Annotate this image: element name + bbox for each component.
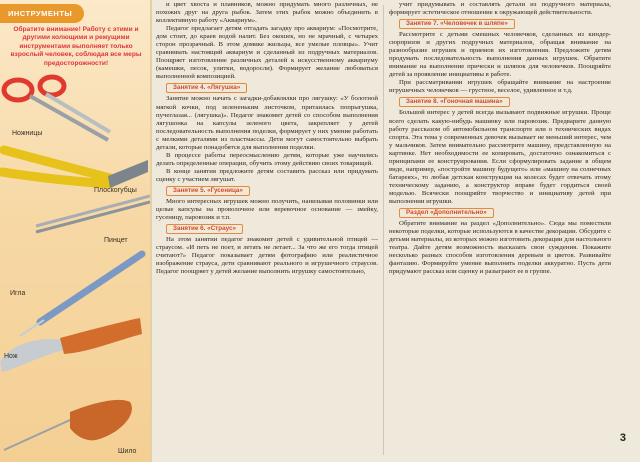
text-column-right [389,0,611,462]
pliers-icon [2,150,148,188]
paragraph: Занятие можно начать с загадки-добавлялки про лягушку: «У болотной мягкой кочки, под зелененьким листочком, притаилась попрыгушка, пучеглазая... (лягушка)». Педагог знакомит детей со способом выполнения лягушонка на капсулы зеленого цвета, закрепляет у детей последовательность выполнения поделки, формирует у них умение работать с мелкими деталями из пластмассы. Дети могут самостоятельно выбрать детали, которые понадобятся для выполнения поделки. [156,95,378,151]
awl-icon [4,400,132,450]
tweezers-icon [36,196,150,232]
sidebar-edge [150,0,152,462]
lesson-7-heading: Занятие 7. «Человечек в шляпе» [399,19,515,29]
paragraph: и цвет хвоста и плавников, можно придумать много различных, не похожих друг на друга рыбок. Затем этих рыбок можно объединить в коллективную работу «Аквариум». [156,1,378,25]
paragraph: Много интересных игрушек можно получить, нанизывая половинки или целые капсулы на проволочное или веревочное основание — змейку, гусеницу, паровозик и т.п. [156,197,378,222]
paragraph: В конце занятия предложите детям составить рассказ или придумать сценку с участием лягушат. [156,167,378,183]
safety-warning: Обратите внимание! Работу с этими и другими колющими и режущими инструментами выполняет только взрослый человек, соблюдая все меры предосторожности! [10,26,142,67]
knife-icon [0,318,142,372]
lesson-8-heading: Занятие 8. «Гоночная машина» [399,97,510,107]
tool-label-scissors: Ножницы [12,130,43,137]
lesson-5-heading: Занятие 5. «Гусеница» [166,186,250,196]
tool-label-needle: Игла [10,290,26,297]
paragraph: В процессе работы переосмыслению детям, которые уже научились делать определенные операции, обучить этому действию своих товарищей. [156,151,378,167]
lesson-6-heading: Занятие 6. «Страус» [166,224,243,234]
paragraph: Рассмотрите с детьми смешных человечков, сделанных из киндер-сюрпризов и других подручных материалов, обращая внимание на разнообразие игрушек и приемов их изготовления. Предложите детям продумать последовательность выполнения данных игрушек. Обратите внимание на выполнение прически и шляпок для человечков. Поощряйте детей за проявление инициативы в работе. [389,31,611,79]
paragraph: На этом занятии педагог знакомит детей с удивительной птицей — страусом. «И петь не поет, и летать не летает... За что же его тогда птицей считают?» Педагог показывает детям фотографию или реалистичное изображение страуса, дети сравнивают реального и игрушечного страусов. Педагог поощряет у детей желание выполнить игрушку самостоятельно, [156,236,378,276]
tools-sidebar [0,0,150,462]
text-column-left [156,0,378,462]
lesson-4-heading: Занятие 4. «Лягушка» [166,83,247,93]
tools-illustration [0,0,150,462]
section-extra-heading: Раздел «Дополнительно» [399,208,494,218]
paragraph: При рассматривании игрушек обращайте внимание на настроение игрушечных человечков — грустное, веселое, удивленное и т.д. [389,79,611,95]
page-number: 3 [619,432,626,444]
paragraph: учит придумывать и составлять детали из подручного материала, формирует эстетическое отношение к окружающей действительности. [389,1,611,17]
tool-label-pliers: Плоскогубцы [94,187,137,194]
paragraph: Обратите внимание на раздел «Дополнительно». Сюда мы поместили некоторые поделки, которые используются в качестве декорации. Обсудите с детьми материалы, из которых можно изготовить декорации для настольного театра. Дайте детям возможность высказать свои суждения. Покажите несколько разных способов изготовления деревьев и цветов. Развивайте фантазию. Формируйте умение выполнять поделки аккуратно. Пусть дети придумают рассказ или сценку и разыграют ее в группе. [389,220,611,276]
tool-label-tweezers: Пинцет [104,237,128,244]
tool-label-awl: Шило [118,448,137,455]
tools-header: ИНСТРУМЕНТЫ [0,4,84,23]
paragraph: Большой интерес у детей всегда вызывают подвижные игрушки. Проще всего сделать какую-нибудь машинку или паровозик. Предварите данную работу рассказом об автомобильном транспорте или о технических видах спорта. Эта тема у современных девочек вызывает не меньший интерес, чем у мальчиков. Затем внимательно рассмотрите машину, представленную на картинке. Нет необходимости ее копировать, достаточно ознакомиться с принципами ее конструирования. Если сформулировать задание в общем виде, например, «постройте машину будущего» или «машину на солнечных батареях», то любая детская конструкция на колесах будет отвечать этому техническому заданию, а конструктор вправе будет гордиться своей моделью. Всячески поощряйте творчество и инициативу детей при выполнении игрушки. [389,109,611,205]
tool-label-knife: Нож [4,353,18,360]
column-divider [383,5,384,455]
paragraph: Педагог предлагает детям отгадать загадку про аквариум: «Посмотрите, дом стоит, до краев водой налит. Без окошек, но не мрачный, с четырех сторон прозрачный. В этом домике жильцы, все умелые пловцы». Учит сравнивать настоящий аквариум и сделанный из подручных материалов. Поощряет изготовление различных деталей к искусственному аквариуму (камешки, песок, улитки, водоросли). Формирует желание любоваться выполненной композицией. [156,25,378,81]
